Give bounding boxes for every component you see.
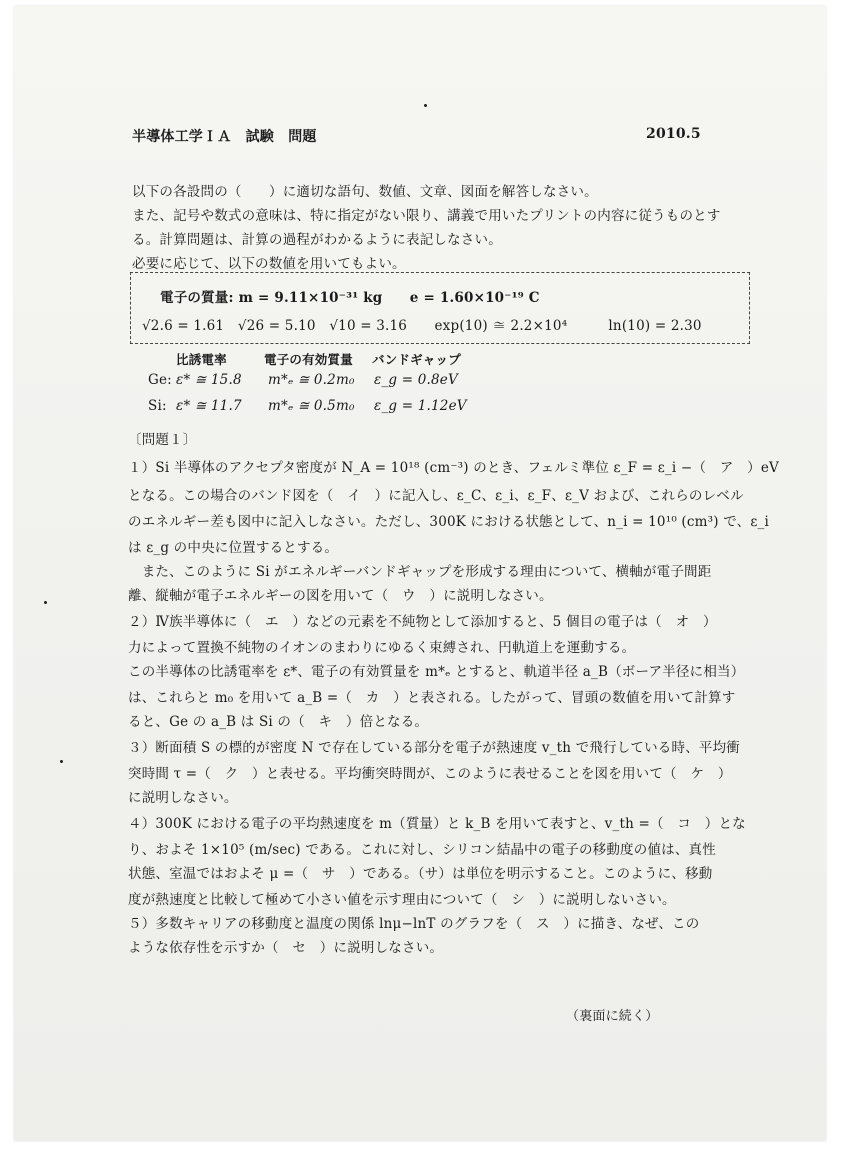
exam-date: 2010.5 [646, 126, 701, 142]
intro-line: また、記号や数式の意味は、特に指定がない限り、講義で用いたプリントの内容に従うものとす [132, 208, 721, 224]
body-line: り、およそ 1×10⁵ (m/sec) である。これに対し、シリコン結晶中の電子の移動度の値は、真性 [128, 842, 716, 858]
constants-line: √2.6 = 1.61 √26 = 5.10 √10 = 3.16 exp(10) ≅ 2.2×10⁴ ln(10) = 2.30 [142, 318, 702, 334]
speck-mark [424, 104, 427, 107]
intro-line: 以下の各設問の（ ）に適切な語句、数値、文章、図面を解答しなさい。 [132, 184, 598, 200]
body-line: 突時間 τ =（ ク ）と表せる。平均衝突時間が、このように表せることを図を用いて（ ケ ） [128, 766, 732, 782]
body-line: 離、縦軸が電子エネルギーの図を用いて（ ウ ）に説明しなさい。 [128, 588, 553, 604]
table-cell: m*ₑ ≅ 0.2m₀ [268, 372, 355, 388]
intro-line: る。計算問題は、計算の過程がわかるように表記しなさい。 [132, 232, 502, 248]
body-line: ような依存性を示すか（ セ ）に説明しなさい。 [128, 940, 444, 956]
body-line: 力によって置換不純物のイオンのまわりにゆるく束縛され、円軌道上を運動する。 [128, 640, 636, 656]
body-line: この半導体の比誘電率を ε*、電子の有効質量を m*ₑ とすると、軌道半径 a_B（ボーア半径に相当） [128, 664, 745, 680]
body-line: のエネルギー差も図中に記入しなさい。ただし、300K における状態として、n_i = 10¹⁰ (cm³) で、ε_i [128, 514, 770, 530]
table-cell: Si: [148, 398, 167, 414]
speck-mark [60, 760, 63, 763]
body-line: ２）Ⅳ族半導体に（ エ ）などの元素を不純物として添加すると、5 個目の電子は（ オ ） [128, 614, 717, 630]
table-header: 電子の有効質量 [264, 352, 353, 367]
body-line: は ε_g の中央に位置するとする。 [128, 540, 339, 556]
body-line: １）Si 半導体のアクセプタ密度が N_A = 10¹⁸ (cm⁻³) のとき、フェルミ準位 ε_F = ε_i −（ ア ）eV [128, 460, 780, 476]
constants-line: 電子の質量: m = 9.11×10⁻³¹ kg e = 1.60×10⁻¹⁹ C [160, 290, 540, 306]
body-line: ４）300K における電子の平均熱速度を m（質量）と k_B を用いて表すと、v_th =（ コ ）とな [128, 816, 746, 832]
exam-title: 半導体工学ＩＡ 試験 問題 [132, 129, 317, 145]
table-cell: ε* ≅ 15.8 [176, 372, 242, 388]
body-line: 状態、室温ではおよそ μ =（ サ ）である。（サ）は単位を明示すること。このように、移動 [128, 866, 713, 882]
table-cell: ε_g = 0.8eV [374, 372, 458, 388]
table-cell: m*ₑ ≅ 0.5m₀ [268, 398, 355, 414]
body-line: また、このように Si がエネルギーバンドギャップを形成する理由について、横軸が電子間距 [128, 564, 712, 580]
body-line: ３）断面積 S の標的が密度 N で存在している部分を電子が熱速度 v_th で飛行している時、平均衝 [128, 740, 741, 756]
table-cell: Ge: [148, 372, 172, 388]
body-line: 度が熱速度と比較して極めて小さい値を示す理由について（ シ ）に説明しないさい。 [128, 892, 676, 908]
body-line: に説明しなさい。 [128, 790, 238, 806]
body-line: ると、Ge の a_B は Si の（ キ ）倍となる。 [128, 714, 429, 730]
table-header: 比誘電率 [176, 352, 227, 367]
problem-heading: 〔問題１〕 [128, 432, 197, 448]
table-cell: ε* ≅ 11.7 [176, 398, 242, 414]
body-line: ５）多数キャリアの移動度と温度の関係 lnμ−lnT のグラフを（ ス ）に描き、なぜ、この [128, 916, 700, 932]
intro-line: 必要に応じて、以下の数値を用いてもよい。 [132, 256, 406, 272]
table-header: バンドギャップ [372, 352, 461, 367]
body-line: は、これらと m₀ を用いて a_B =（ カ ）と表される。したがって、冒頭の数値を用いて計算す [128, 690, 736, 706]
continued-note: （裏面に続く） [566, 1009, 659, 1024]
table-cell: ε_g = 1.12eV [374, 398, 467, 414]
body-line: となる。この場合のバンド図を（ イ ）に記入し、ε_C、ε_i、ε_F、ε_V および、これらのレベル [128, 488, 744, 504]
speck-mark [44, 601, 47, 604]
